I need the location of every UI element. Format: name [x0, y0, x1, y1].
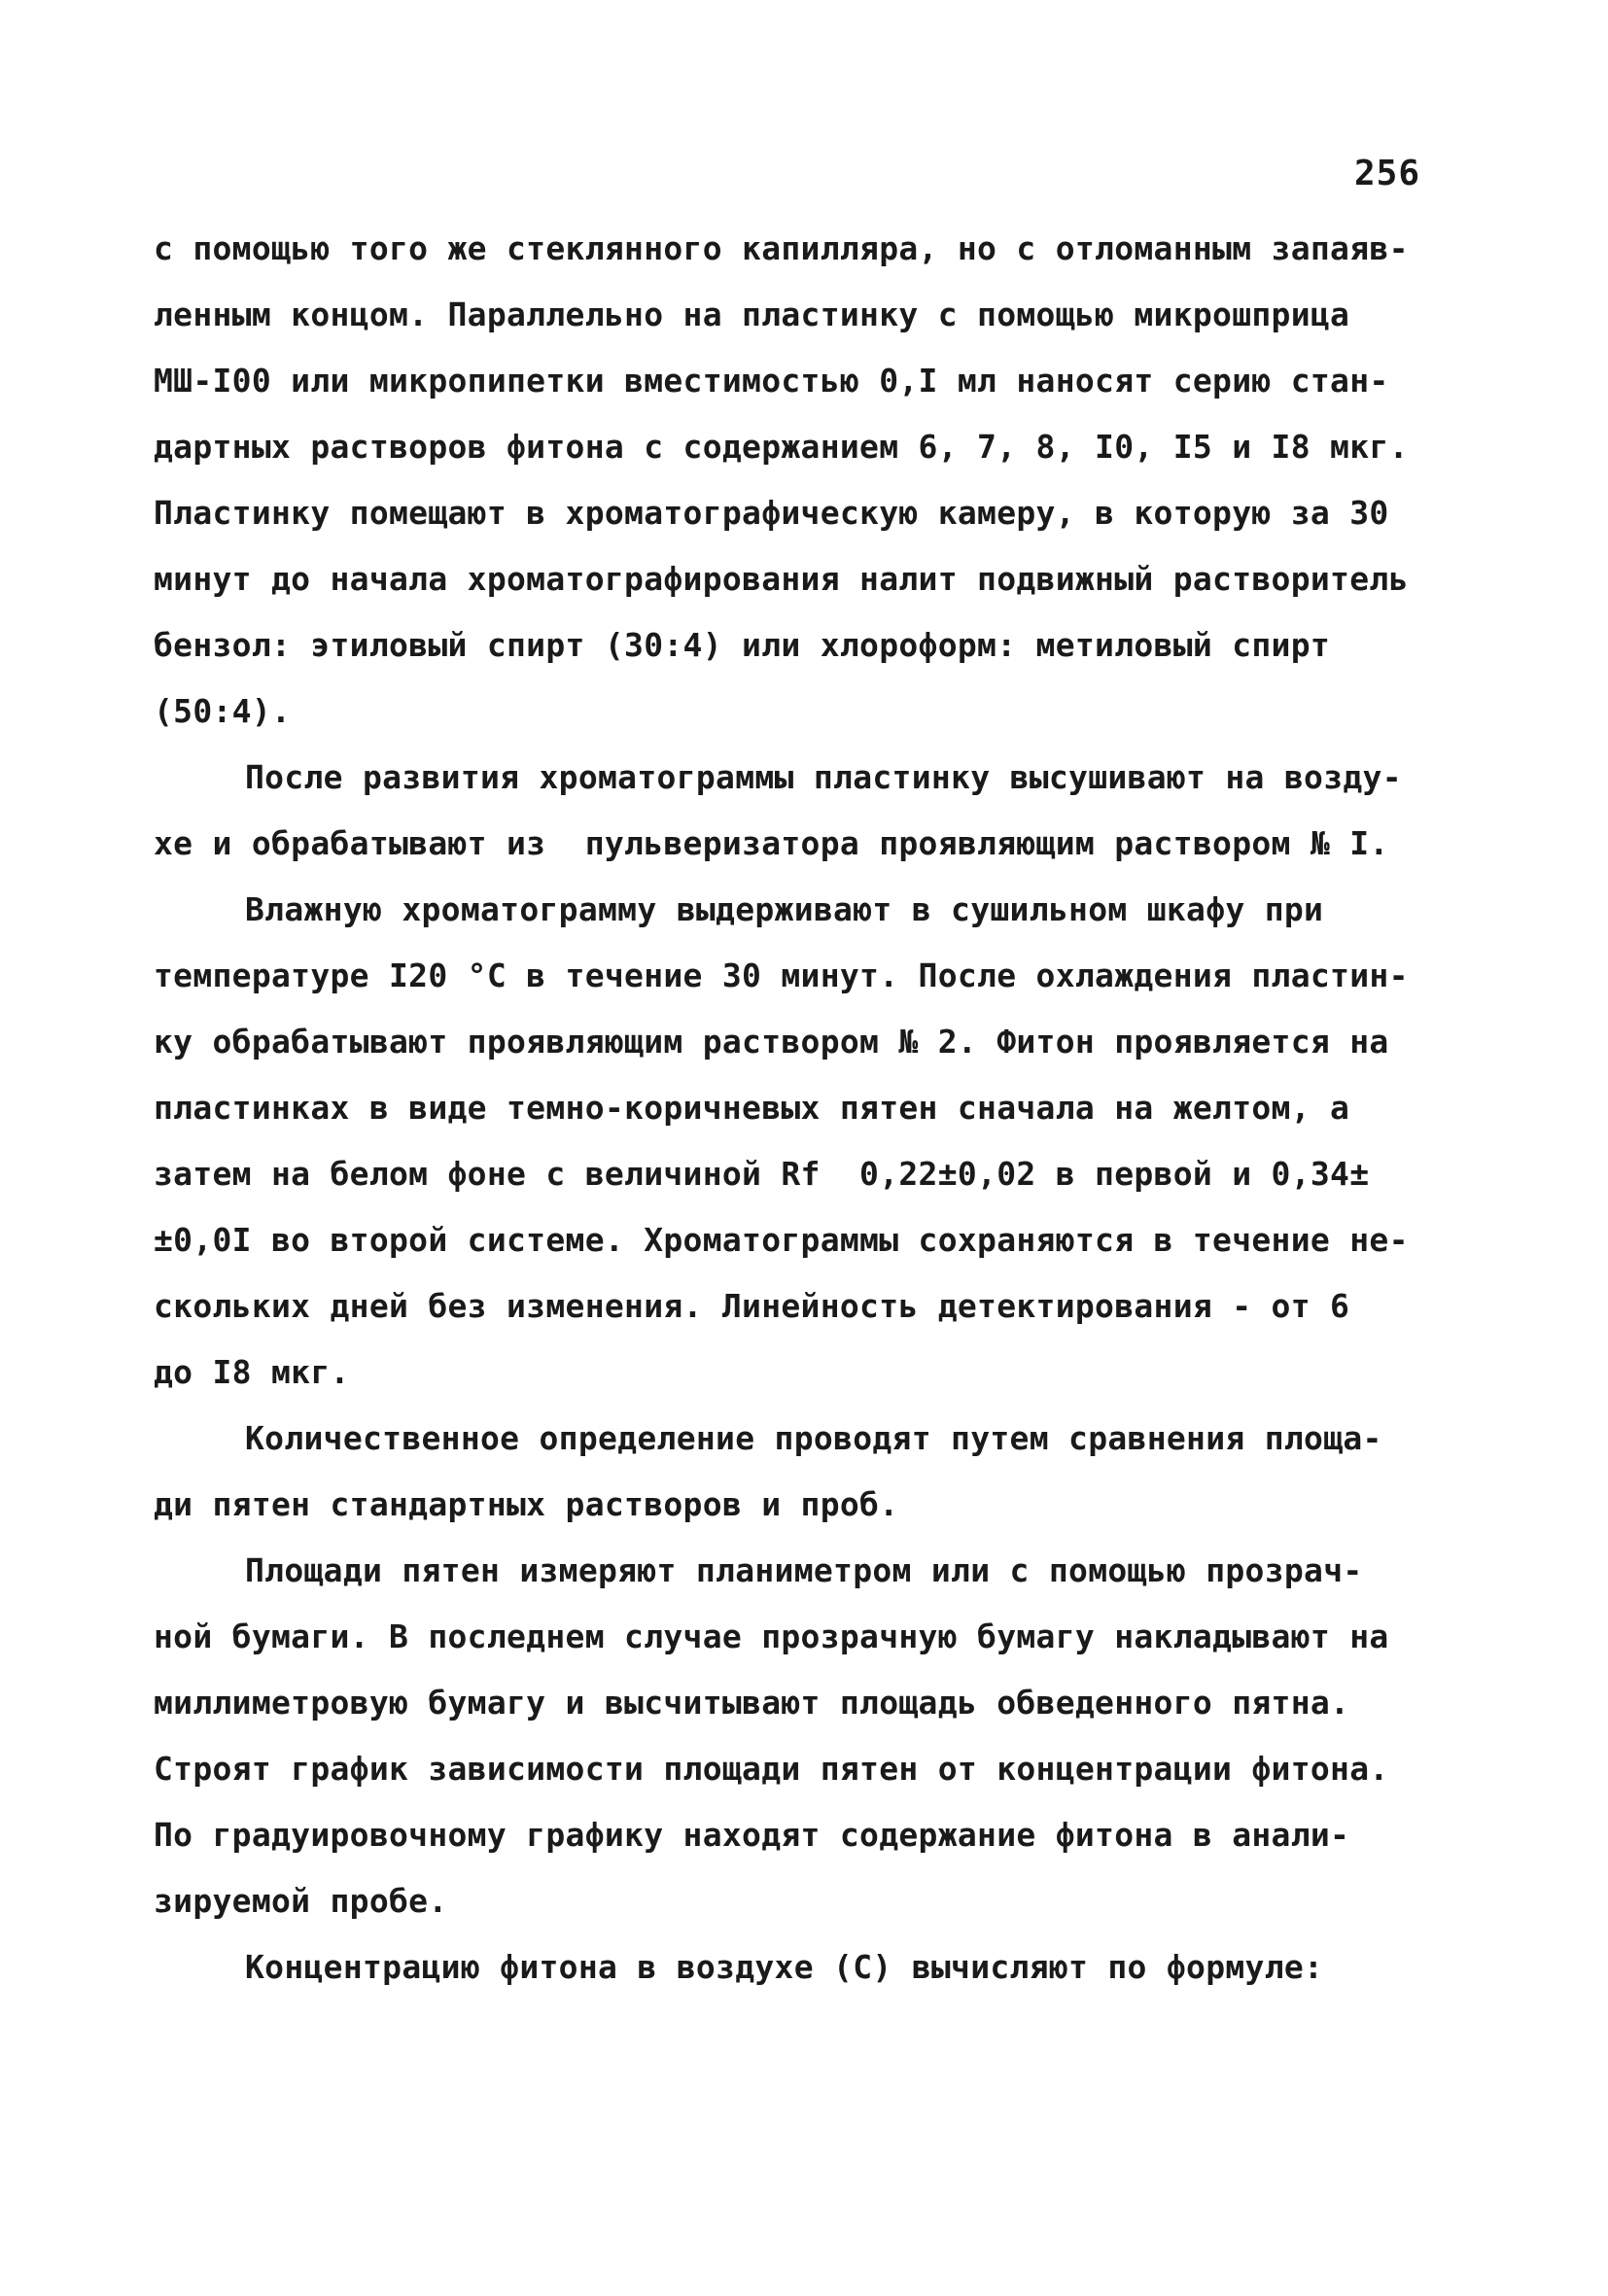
- text-line: скольких дней без изменения. Линейность детектирования - от 6: [154, 1287, 1350, 1325]
- body-text: [154, 216, 1476, 2000]
- text-line: Площади пятен измеряют планиметром или с помощью прозрач-: [245, 1551, 1363, 1589]
- text-line: МШ-I00 или микропипетки вместимостью 0,I мл наносят серию стан-: [154, 362, 1389, 400]
- text-line: зируемой пробе.: [154, 1882, 448, 1920]
- text-line: Количественное определение проводят путем сравнения площа-: [245, 1419, 1382, 1457]
- text-line: ди пятен стандартных растворов и проб.: [154, 1485, 899, 1523]
- text-line: минут до начала хроматографирования налит подвижный растворитель: [154, 560, 1409, 598]
- text-line: с помощью того же стеклянного капилляра, но с отломанным запаяв-: [154, 229, 1409, 267]
- text-line: хе и обрабатывают из пульверизатора проявляющим раствором № I.: [154, 824, 1389, 862]
- text-line: Строят график зависимости площади пятен от концентрации фитона.: [154, 1750, 1389, 1788]
- text-line: ленным концом. Параллельно на пластинку с помощью микрошприца: [154, 296, 1350, 333]
- text-line: Влажную хроматограмму выдерживают в сушильном шкафу при: [245, 890, 1324, 928]
- text-line: ку обрабатывают проявляющим раствором № 2. Фитон проявляется на: [154, 1023, 1389, 1061]
- text-line: температуре I20 °С в течение 30 минут. После охлаждения пластин-: [154, 957, 1409, 994]
- text-line: После развития хроматограммы пластинку высушивают на возду-: [245, 758, 1402, 796]
- text-line: Пластинку помещают в хроматографическую камеру, в которую за 30: [154, 494, 1389, 532]
- text-line: По градуировочному графику находят содержание фитона в анали-: [154, 1816, 1350, 1854]
- text-line: бензол: этиловый спирт (30:4) или хлороформ: метиловый спирт: [154, 626, 1331, 664]
- text-line: пластинках в виде темно-коричневых пятен сначала на желтом, а: [154, 1089, 1350, 1127]
- text-line: Концентрацию фитона в воздухе (С) вычисляют по формуле:: [245, 1948, 1324, 1986]
- text-line: ной бумаги. В последнем случае прозрачную бумагу накладывают на: [154, 1618, 1389, 1655]
- text-line: ±0,0I во второй системе. Хроматограммы сохраняются в течение не-: [154, 1221, 1409, 1259]
- page-number: 256: [1354, 154, 1421, 193]
- text-line: до I8 мкг.: [154, 1353, 350, 1391]
- text-line: дартных растворов фитона с содержанием 6, 7, 8, I0, I5 и I8 мкг.: [154, 428, 1409, 466]
- text-line: затем на белом фоне с величиной Rf 0,22±0,02 в первой и 0,34±: [154, 1155, 1370, 1193]
- text-line: (50:4).: [154, 692, 292, 730]
- text-line: миллиметровую бумагу и высчитывают площадь обведенного пятна.: [154, 1684, 1350, 1722]
